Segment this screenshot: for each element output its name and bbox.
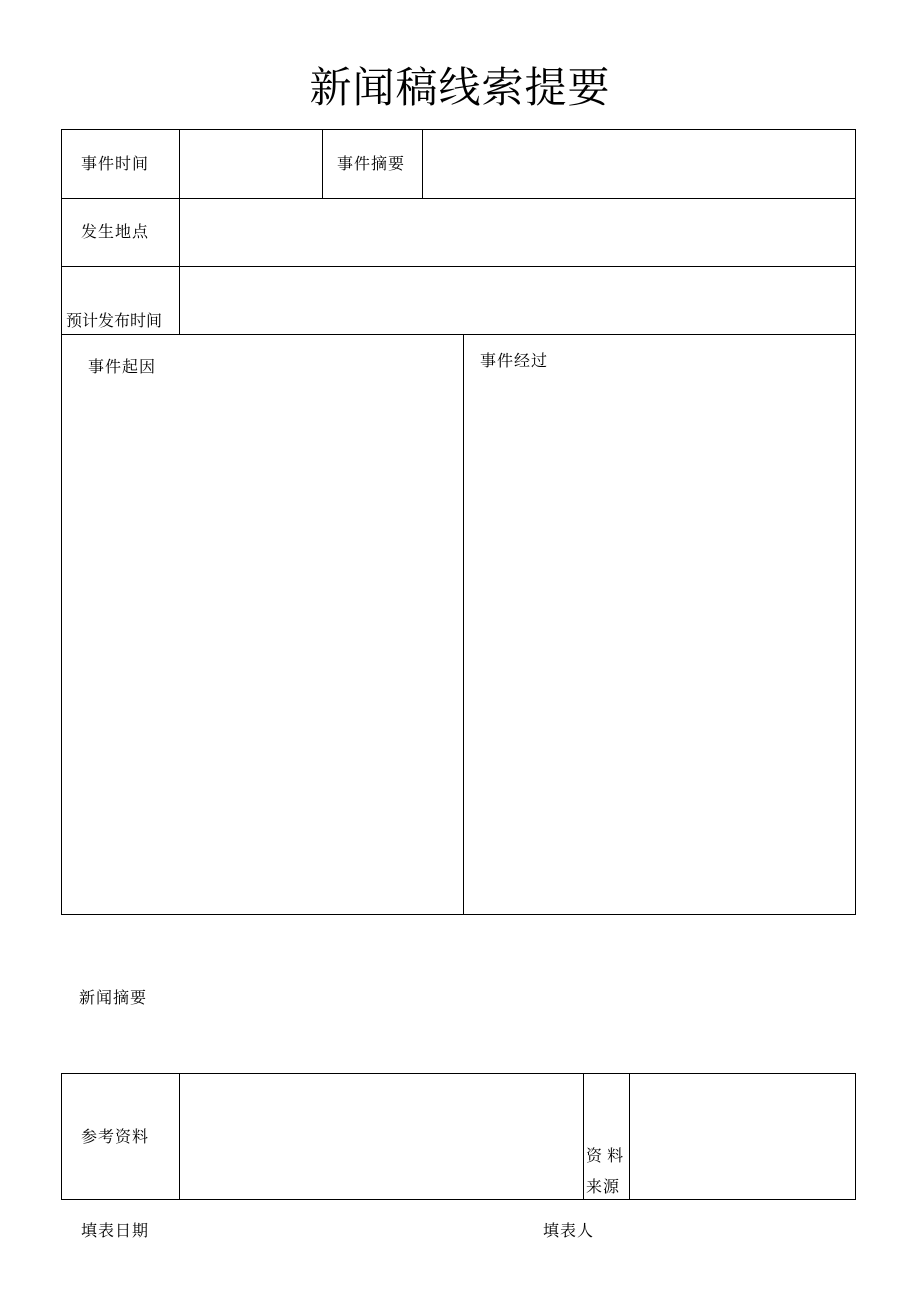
col-divider — [463, 334, 464, 915]
filler-label: 填表人 — [543, 1221, 595, 1240]
col-divider — [629, 1073, 630, 1200]
planned-release-label: 预计发布时间 — [66, 311, 163, 330]
event-process-field[interactable] — [465, 380, 854, 913]
source-label-line2: 来源 — [586, 1177, 621, 1196]
event-time-label: 事件时间 — [81, 154, 150, 173]
event-summary-label: 事件摘要 — [337, 154, 406, 173]
col-divider — [179, 1073, 180, 1200]
col-divider — [179, 129, 180, 335]
row-divider — [61, 266, 856, 267]
source-field[interactable] — [631, 1075, 854, 1198]
event-cause-label: 事件起因 — [88, 357, 157, 376]
news-summary-field[interactable] — [61, 1012, 856, 1067]
location-label: 发生地点 — [81, 222, 150, 241]
planned-release-field[interactable] — [181, 268, 854, 333]
event-process-label: 事件经过 — [480, 351, 549, 370]
event-summary-field[interactable] — [424, 131, 854, 197]
col-divider — [422, 129, 423, 199]
news-summary-label: 新闻摘要 — [79, 988, 148, 1007]
row-divider — [61, 334, 856, 335]
col-divider — [322, 129, 323, 199]
event-time-field[interactable] — [181, 131, 321, 197]
row-divider — [61, 198, 856, 199]
event-cause-field[interactable] — [63, 385, 461, 913]
page-title: 新闻稿线索提要 — [309, 63, 611, 112]
reference-label: 参考资料 — [81, 1127, 150, 1146]
col-divider — [583, 1073, 584, 1200]
reference-field[interactable] — [181, 1075, 582, 1198]
location-field[interactable] — [181, 200, 854, 265]
fill-date-label: 填表日期 — [81, 1221, 150, 1240]
source-label-line1: 资 料 — [586, 1146, 624, 1165]
